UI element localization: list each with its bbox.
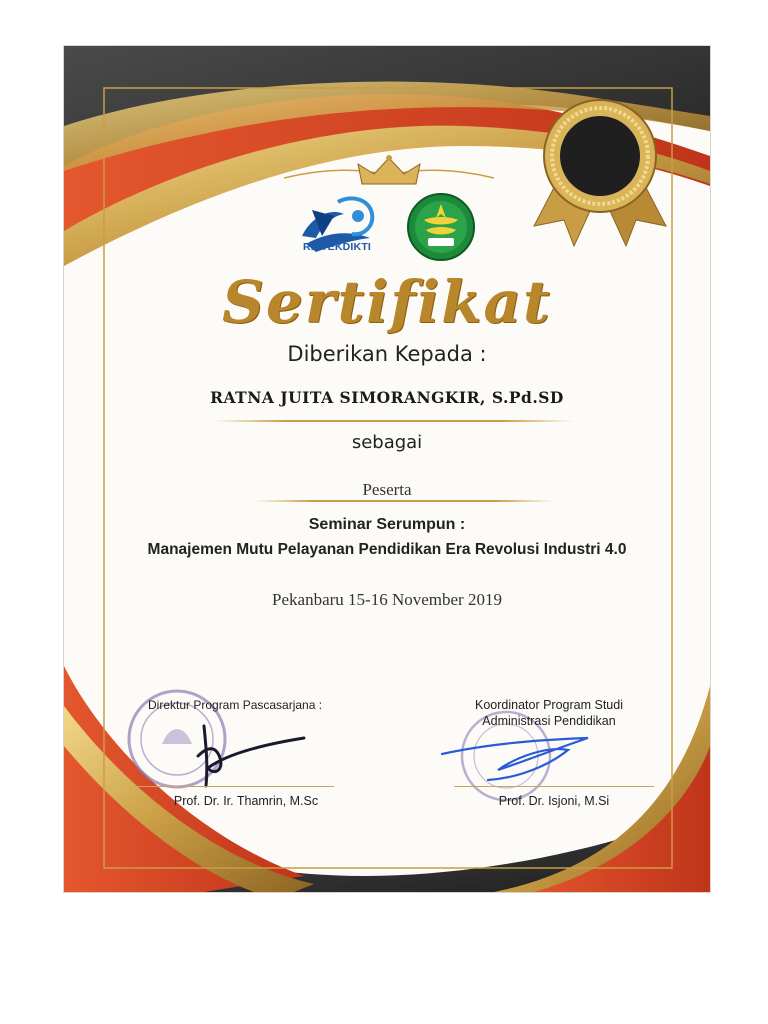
right-signatory-title-line2: Administrasi Pendidikan xyxy=(482,714,616,728)
crown-icon xyxy=(354,154,424,188)
certificate-title: Sertifikat xyxy=(222,268,552,336)
event-subtitle: Manajemen Mutu Pelayanan Pendidikan Era Revolusi Industri 4.0 xyxy=(147,541,627,558)
gold-seal-icon xyxy=(530,86,670,266)
left-signatory-title: Direktur Program Pascasarjana : xyxy=(148,698,323,712)
signature-line-right xyxy=(454,786,654,787)
right-signatory-name: Prof. Dr. Isjoni, M.Si xyxy=(498,794,610,808)
name-underline xyxy=(214,420,574,422)
signature-left xyxy=(194,716,314,796)
right-signatory-title-line1: Koordinator Program Studi xyxy=(475,698,623,712)
given-to-label: Diberikan Kepada : xyxy=(287,342,487,366)
as-label: sebagai xyxy=(351,432,423,453)
place-and-date: Pekanbaru 15-16 November 2019 xyxy=(272,590,502,609)
signature-right xyxy=(438,726,598,786)
role-underline xyxy=(254,500,554,502)
ristekdikti-label: RISTEKDIKTI xyxy=(302,241,372,253)
university-emblem-icon xyxy=(406,192,476,262)
signature-line-left xyxy=(134,786,334,787)
participant-role: Peserta xyxy=(362,480,412,499)
event-title: Seminar Serumpun : xyxy=(308,516,466,533)
recipient-name: RATNA JUITA SIMORANGKIR, S.Pd.SD xyxy=(210,388,564,407)
certificate xyxy=(64,46,710,892)
left-signatory-name: Prof. Dr. Ir. Thamrin, M.Sc xyxy=(173,794,319,808)
